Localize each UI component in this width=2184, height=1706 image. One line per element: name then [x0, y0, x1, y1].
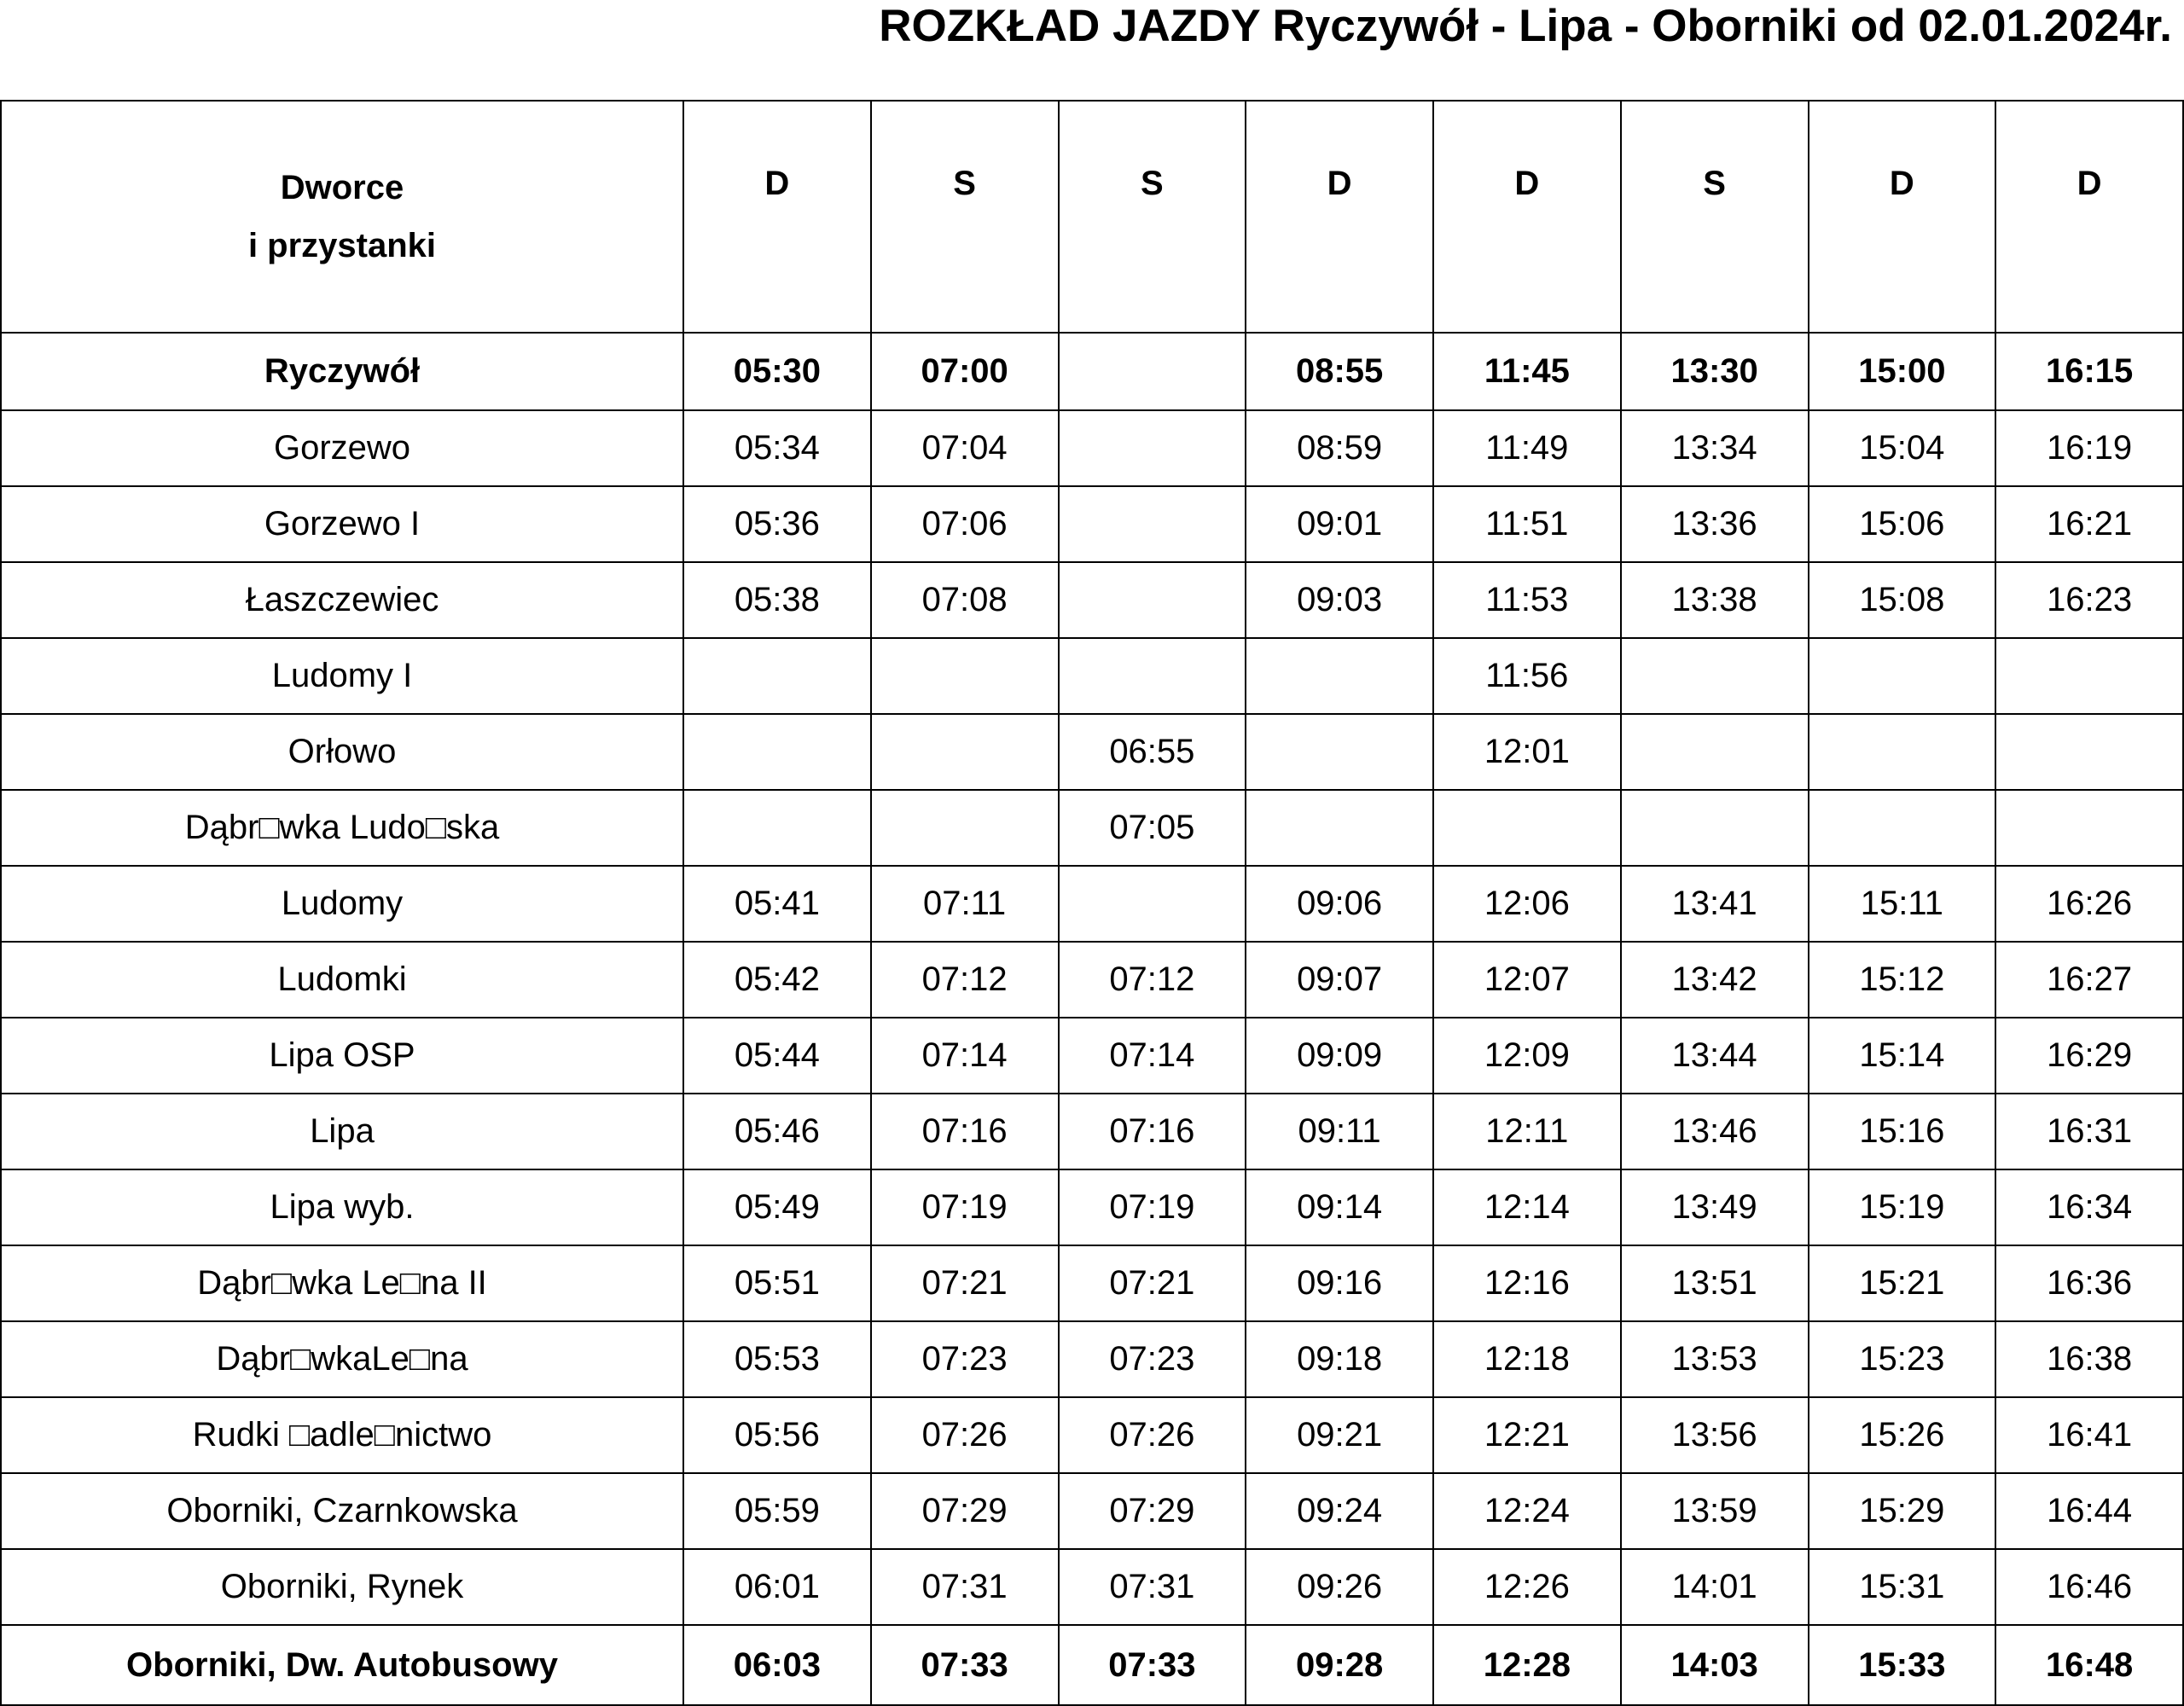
departure-time: 13:41	[1621, 866, 1809, 942]
departure-time: 13:36	[1621, 486, 1809, 562]
departure-time	[683, 790, 871, 866]
departure-time: 13:53	[1621, 1321, 1809, 1397]
departure-time: 07:11	[871, 866, 1059, 942]
departure-time: 09:18	[1246, 1321, 1433, 1397]
departure-time	[1621, 714, 1809, 790]
departure-time	[1246, 790, 1433, 866]
stop-name: Oborniki, Rynek	[1, 1549, 683, 1625]
departure-time: 07:21	[1059, 1245, 1246, 1321]
departure-time: 07:00	[871, 333, 1059, 410]
course-type-header: D	[1246, 101, 1433, 333]
departure-time: 09:16	[1246, 1245, 1433, 1321]
departure-time: 12:09	[1433, 1018, 1621, 1094]
departure-time: 16:31	[1995, 1094, 2183, 1169]
stop-row	[1, 714, 2183, 790]
departure-time	[1995, 790, 2183, 866]
departure-time: 09:03	[1246, 562, 1433, 638]
departure-time: 06:03	[683, 1625, 871, 1705]
stop-name: Dąbr□wkaLe□na	[1, 1321, 683, 1397]
departure-time: 05:36	[683, 486, 871, 562]
departure-time: 16:41	[1995, 1397, 2183, 1473]
departure-time	[683, 638, 871, 714]
departure-time: 12:24	[1433, 1473, 1621, 1549]
stop-row	[1, 1397, 2183, 1473]
stop-name: Oborniki, Czarnkowska	[1, 1473, 683, 1549]
departure-time: 07:31	[871, 1549, 1059, 1625]
departure-time: 05:49	[683, 1169, 871, 1245]
stop-row	[1, 486, 2183, 562]
departure-time: 09:21	[1246, 1397, 1433, 1473]
departure-time: 15:21	[1809, 1245, 1996, 1321]
departure-time	[871, 638, 1059, 714]
departure-time: 13:30	[1621, 333, 1809, 410]
departure-time: 15:23	[1809, 1321, 1996, 1397]
stop-row	[1, 790, 2183, 866]
stop-name: Dąbr□wka Le□na II	[1, 1245, 683, 1321]
departure-time: 05:38	[683, 562, 871, 638]
departure-time: 15:08	[1809, 562, 1996, 638]
stop-name: Lipa wyb.	[1, 1169, 683, 1245]
departure-time: 09:11	[1246, 1094, 1433, 1169]
departure-time: 16:26	[1995, 866, 2183, 942]
departure-time: 11:45	[1433, 333, 1621, 410]
departure-time: 15:19	[1809, 1169, 1996, 1245]
stop-row	[1, 1094, 2183, 1169]
course-type-header: S	[1621, 101, 1809, 333]
departure-time: 12:28	[1433, 1625, 1621, 1705]
departure-time: 06:01	[683, 1549, 871, 1625]
departure-time: 16:48	[1995, 1625, 2183, 1705]
departure-time: 09:07	[1246, 942, 1433, 1018]
departure-time: 08:59	[1246, 410, 1433, 486]
stop-row	[1, 638, 2183, 714]
departure-time: 16:36	[1995, 1245, 2183, 1321]
departure-time: 16:27	[1995, 942, 2183, 1018]
departure-time: 15:14	[1809, 1018, 1996, 1094]
departure-time: 07:14	[871, 1018, 1059, 1094]
departure-time	[1246, 638, 1433, 714]
departure-time	[1995, 638, 2183, 714]
departure-time: 12:26	[1433, 1549, 1621, 1625]
departure-time: 07:19	[871, 1169, 1059, 1245]
stop-name: Ludomy	[1, 866, 683, 942]
departure-time	[1246, 714, 1433, 790]
departure-time	[1059, 486, 1246, 562]
departure-time: 13:44	[1621, 1018, 1809, 1094]
stop-name: Orłowo	[1, 714, 683, 790]
departure-time: 15:29	[1809, 1473, 1996, 1549]
stop-row	[1, 1625, 2183, 1705]
departure-time: 07:12	[1059, 942, 1246, 1018]
stop-name: Łaszczewiec	[1, 562, 683, 638]
timetable-title: ROZKŁAD JAZDY Ryczywół - Lipa - Oborniki od 02.01.2024r.	[879, 1, 2172, 51]
course-type-header: D	[683, 101, 871, 333]
departure-time: 12:07	[1433, 942, 1621, 1018]
departure-time	[1059, 638, 1246, 714]
departure-time: 05:30	[683, 333, 871, 410]
departure-time: 12:01	[1433, 714, 1621, 790]
departure-time: 11:49	[1433, 410, 1621, 486]
stop-name: Ludomki	[1, 942, 683, 1018]
course-type-header: S	[1059, 101, 1246, 333]
departure-time: 16:29	[1995, 1018, 2183, 1094]
departure-time: 13:42	[1621, 942, 1809, 1018]
stop-row	[1, 1549, 2183, 1625]
stop-name: Gorzewo I	[1, 486, 683, 562]
stations-column-header	[1, 101, 683, 333]
departure-time: 12:06	[1433, 866, 1621, 942]
stop-name: Ryczywół	[1, 333, 683, 410]
departure-time: 05:42	[683, 942, 871, 1018]
departure-time: 13:46	[1621, 1094, 1809, 1169]
departure-time: 16:15	[1995, 333, 2183, 410]
departure-time: 07:12	[871, 942, 1059, 1018]
departure-time: 06:55	[1059, 714, 1246, 790]
departure-time: 09:06	[1246, 866, 1433, 942]
departure-time: 09:28	[1246, 1625, 1433, 1705]
departure-time	[871, 790, 1059, 866]
stop-row	[1, 1018, 2183, 1094]
departure-time	[1809, 638, 1996, 714]
departure-time: 14:01	[1621, 1549, 1809, 1625]
departure-time: 15:06	[1809, 486, 1996, 562]
departure-time: 12:16	[1433, 1245, 1621, 1321]
departure-time: 13:59	[1621, 1473, 1809, 1549]
departure-time: 07:08	[871, 562, 1059, 638]
stop-name: Lipa	[1, 1094, 683, 1169]
stations-header-line2: i przystanki	[247, 227, 437, 264]
departure-time: 07:21	[871, 1245, 1059, 1321]
departure-time: 07:19	[1059, 1169, 1246, 1245]
departure-time: 09:01	[1246, 486, 1433, 562]
departure-time: 11:51	[1433, 486, 1621, 562]
departure-time: 15:00	[1809, 333, 1996, 410]
departure-time: 07:16	[871, 1094, 1059, 1169]
departure-time	[683, 714, 871, 790]
departure-time: 07:29	[1059, 1473, 1246, 1549]
stop-row	[1, 1321, 2183, 1397]
departure-time: 12:18	[1433, 1321, 1621, 1397]
departure-time: 09:14	[1246, 1169, 1433, 1245]
course-type-header: S	[871, 101, 1059, 333]
departure-time: 11:56	[1433, 638, 1621, 714]
departure-time: 05:59	[683, 1473, 871, 1549]
departure-time: 07:04	[871, 410, 1059, 486]
departure-time: 07:05	[1059, 790, 1246, 866]
departure-time: 05:46	[683, 1094, 871, 1169]
departure-time: 15:33	[1809, 1625, 1996, 1705]
departure-time: 15:16	[1809, 1094, 1996, 1169]
timetable	[0, 100, 2184, 1706]
departure-time	[1059, 333, 1246, 410]
stop-name: Dąbr□wka Ludo□ska	[1, 790, 683, 866]
stop-name: Oborniki, Dw. Autobusowy	[1, 1625, 683, 1705]
departure-time	[1621, 638, 1809, 714]
stop-row	[1, 562, 2183, 638]
stop-row	[1, 942, 2183, 1018]
departure-time: 15:31	[1809, 1549, 1996, 1625]
departure-time: 07:26	[1059, 1397, 1246, 1473]
departure-time: 07:26	[871, 1397, 1059, 1473]
departure-time: 15:26	[1809, 1397, 1996, 1473]
departure-time: 07:14	[1059, 1018, 1246, 1094]
departure-time: 13:56	[1621, 1397, 1809, 1473]
departure-time: 07:33	[871, 1625, 1059, 1705]
departure-time: 09:24	[1246, 1473, 1433, 1549]
stop-name: Rudki □adle□nictwo	[1, 1397, 683, 1473]
departure-time: 12:11	[1433, 1094, 1621, 1169]
departure-time: 16:46	[1995, 1549, 2183, 1625]
departure-time: 12:21	[1433, 1397, 1621, 1473]
departure-time: 09:26	[1246, 1549, 1433, 1625]
departure-time	[1059, 562, 1246, 638]
departure-time: 13:49	[1621, 1169, 1809, 1245]
departure-time	[1433, 790, 1621, 866]
departure-time	[871, 714, 1059, 790]
stop-row	[1, 1169, 2183, 1245]
stop-row	[1, 1473, 2183, 1549]
departure-time: 07:06	[871, 486, 1059, 562]
departure-time: 07:23	[871, 1321, 1059, 1397]
departure-time: 07:23	[1059, 1321, 1246, 1397]
stop-row	[1, 1245, 2183, 1321]
departure-time: 05:56	[683, 1397, 871, 1473]
departure-time: 14:03	[1621, 1625, 1809, 1705]
departure-time: 16:34	[1995, 1169, 2183, 1245]
departure-time: 05:41	[683, 866, 871, 942]
departure-time: 16:23	[1995, 562, 2183, 638]
departure-time: 13:34	[1621, 410, 1809, 486]
departure-time: 05:51	[683, 1245, 871, 1321]
stop-name: Gorzewo	[1, 410, 683, 486]
stop-row	[1, 333, 2183, 410]
departure-time: 12:14	[1433, 1169, 1621, 1245]
departure-time: 11:53	[1433, 562, 1621, 638]
departure-time: 13:38	[1621, 562, 1809, 638]
departure-time	[1059, 866, 1246, 942]
departure-time: 07:29	[871, 1473, 1059, 1549]
departure-time: 15:12	[1809, 942, 1996, 1018]
course-type-header: D	[1433, 101, 1621, 333]
departure-time	[1995, 714, 2183, 790]
departure-time: 09:09	[1246, 1018, 1433, 1094]
departure-time	[1621, 790, 1809, 866]
departure-time: 15:11	[1809, 866, 1996, 942]
departure-time	[1809, 790, 1996, 866]
departure-time: 05:34	[683, 410, 871, 486]
departure-time	[1809, 714, 1996, 790]
departure-time: 15:04	[1809, 410, 1996, 486]
stops-body	[1, 333, 2183, 1705]
stop-row	[1, 410, 2183, 486]
departure-time	[1059, 410, 1246, 486]
departure-time: 16:21	[1995, 486, 2183, 562]
stop-name: Ludomy I	[1, 638, 683, 714]
departure-time: 05:44	[683, 1018, 871, 1094]
course-type-header: D	[1809, 101, 1996, 333]
stations-header-line1: Dworce	[280, 169, 404, 206]
departure-time: 16:44	[1995, 1473, 2183, 1549]
course-type-header: D	[1995, 101, 2183, 333]
departure-time: 16:38	[1995, 1321, 2183, 1397]
departure-time: 07:31	[1059, 1549, 1246, 1625]
departure-time: 16:19	[1995, 410, 2183, 486]
stop-name: Lipa OSP	[1, 1018, 683, 1094]
departure-time: 08:55	[1246, 333, 1433, 410]
stop-row	[1, 866, 2183, 942]
departure-time: 07:16	[1059, 1094, 1246, 1169]
departure-time: 05:53	[683, 1321, 871, 1397]
departure-time: 07:33	[1059, 1625, 1246, 1705]
departure-time: 13:51	[1621, 1245, 1809, 1321]
header-row	[1, 101, 2183, 333]
